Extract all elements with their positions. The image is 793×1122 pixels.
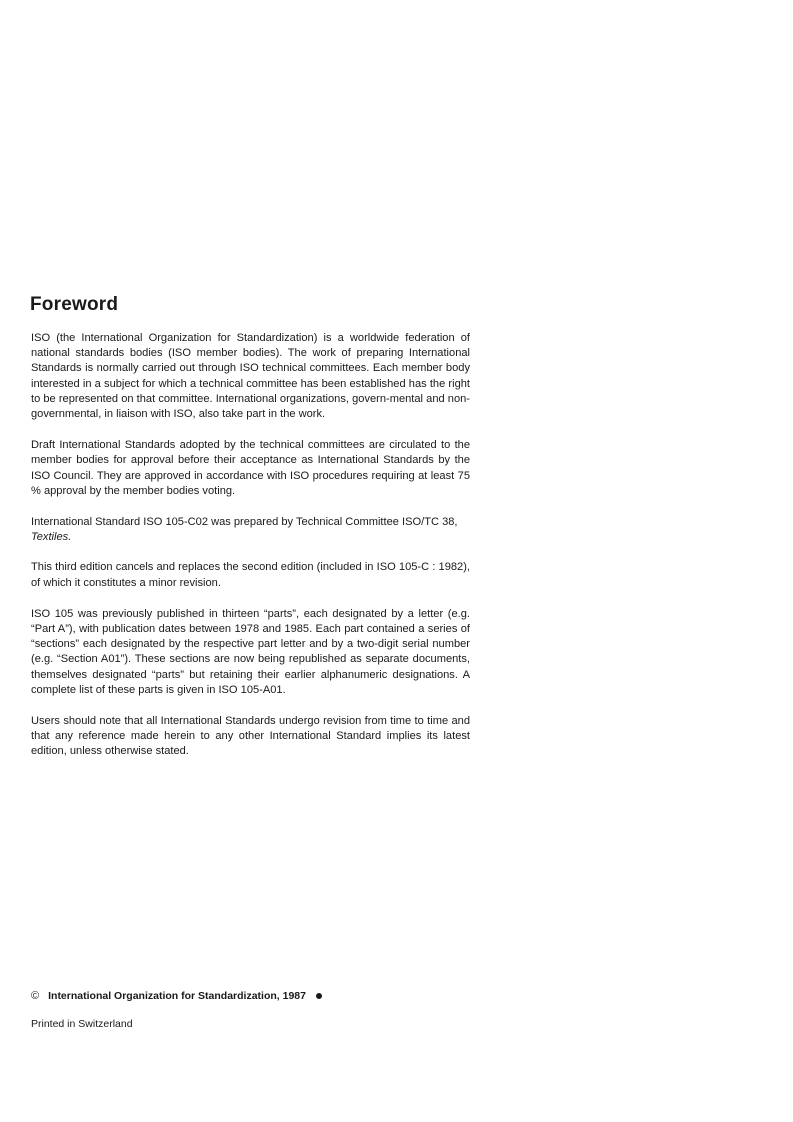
committee-name: Textiles. (31, 531, 72, 544)
copyright-line (31, 990, 322, 1002)
paragraph-iso-intro: ISO (the International Organization for Standardization) is a worldwide federation of national standards bodies (ISO member bodies). The work of preparing International Standards is normally carried out through ISO technical committees. Each member body interested in a subject for which a technical committee has been established has the right to be represented on that committee. International organizations, govern-mental and non-governmental, in liaison with ISO, also take part in the work. (31, 332, 470, 421)
paragraph-draft-standards: Draft International Standards adopted by the technical committees are circulated to the member bodies for approval before their acceptance as International Standards by the ISO Council. They are approved in accordance with ISO procedures requiring at least 75 % approval by the member bodies voting. (31, 439, 470, 497)
copyright-icon: © (31, 990, 40, 1002)
copyright-text: International Organization for Standardization, 1987 (48, 990, 306, 1002)
paragraph-iso-105-history: ISO 105 was previously published in thirteen “parts”, each designated by a letter (e.g. “Part A”), with publication dates between 1978 and 1985. Each part contained a series of “sections” each designated by the respective part letter and by a two-digit serial number (e.g. “Section A01”). These sections are now being republished as separate documents, themselves designated “parts” but retaining their earlier alphanumeric designations. A complete list of these parts is given in ISO 105-A01. (31, 607, 470, 696)
paragraph-revision-note: Users should note that all International Standards undergo revision from time to time and that any reference made herein to any other International Standard implies its latest edition, unless otherwise stated. (31, 715, 470, 758)
page-title: Foreword (30, 294, 119, 315)
foreword-body (31, 331, 470, 776)
prepared-by-text: International Standard ISO 105-C02 was prepared by Technical Committee ISO/TC 38, (31, 516, 458, 529)
printed-in-text: Printed in Switzerland (31, 1018, 133, 1030)
bullet-icon (316, 993, 322, 999)
paragraph-edition: This third edition cancels and replaces the second edition (included in ISO 105-C : 1982), of which it constitutes a minor revision. (31, 561, 470, 589)
paragraph-prepared-by (31, 515, 470, 545)
